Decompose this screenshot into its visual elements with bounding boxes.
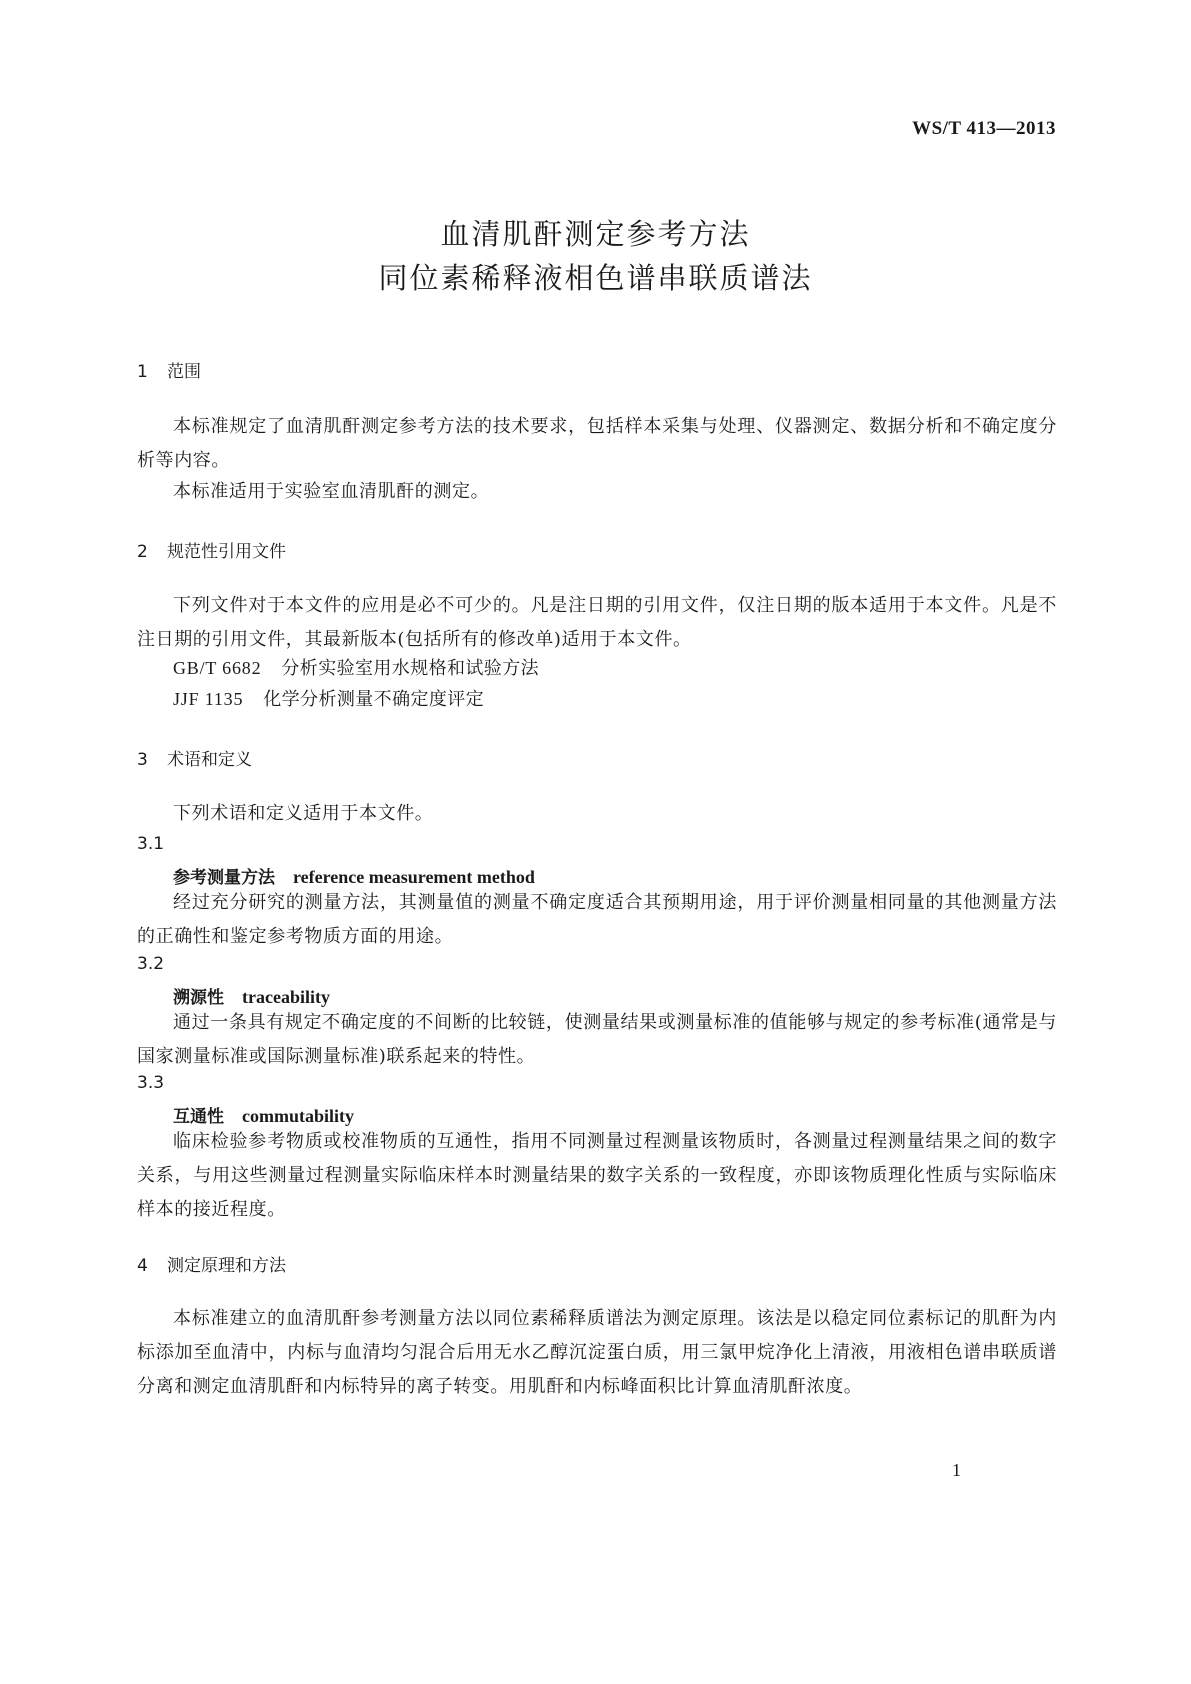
term-en: commutability	[242, 1106, 354, 1126]
section-4-paragraph-1: 本标准建立的血清肌酐参考测量方法以同位素稀释质谱法为测定原理。该法是以稳定同位素标记的肌酐为内标添加至血清中，内标与血清均匀混合后用无水乙醇沉淀蛋白质，用三氯甲烷净化上清液，用液相色谱串联质谱分离和测定血清肌酐和内标特异的离子转变。用肌酐和内标峰面积比计算血清肌酐浓度。	[137, 1308, 1057, 1397]
section-title: 范围	[167, 362, 201, 382]
term-zh: 参考测量方法	[173, 868, 275, 888]
normative-reference	[173, 685, 484, 711]
term-number: 3.2	[137, 954, 165, 974]
section-number: 2	[137, 542, 148, 562]
term-number: 3.1	[137, 834, 165, 854]
term-zh: 互通性	[173, 1107, 224, 1127]
term-definition: 通过一条具有规定不确定度的不间断的比较链，使测量结果或测量标准的值能够与规定的参考标准(通常是与国家测量标准或国际测量标准)联系起来的特性。	[137, 1012, 1057, 1067]
term-heading	[173, 983, 330, 1008]
term-heading	[173, 863, 535, 888]
term-heading	[173, 1102, 354, 1127]
normative-reference	[173, 654, 539, 680]
reference-title: 分析实验室用水规格和试验方法	[281, 658, 539, 679]
section-2-heading	[137, 537, 286, 562]
section-number: 3	[137, 750, 148, 770]
term-en: reference measurement method	[293, 867, 535, 887]
term-definition: 经过充分研究的测量方法，其测量值的测量不确定度适合其预期用途，用于评价测量相同量的其他测量方法的正确性和鉴定参考物质方面的用途。	[137, 892, 1057, 947]
section-1-paragraph-1: 本标准规定了血清肌酐测定参考方法的技术要求，包括样本采集与处理、仪器测定、数据分析和不确定度分析等内容。	[137, 416, 1057, 471]
page-number: 1	[952, 1460, 961, 1480]
term-definition: 临床检验参考物质或校准物质的互通性，指用不同测量过程测量该物质时，各测量过程测量结果之间的数字关系，与用这些测量过程测量实际临床样本时测量结果的数字关系的一致程度，亦即该物质理化性质与实际临床样本的接近程度。	[137, 1131, 1057, 1220]
section-1-paragraph-2: 本标准适用于实验室血清肌酐的测定。	[173, 481, 490, 502]
section-number: 4	[137, 1256, 148, 1276]
section-2-paragraph-1: 下列文件对于本文件的应用是必不可少的。凡是注日期的引用文件，仅注日期的版本适用于本文件。凡是不注日期的引用文件，其最新版本(包括所有的修改单)适用于本文件。	[137, 595, 1057, 650]
term-zh: 溯源性	[173, 988, 224, 1008]
reference-code: GB/T 6682	[173, 658, 262, 678]
section-title: 测定原理和方法	[167, 1256, 286, 1276]
standard-code: WS/T 413—2013	[912, 118, 1056, 139]
section-4-heading	[137, 1251, 286, 1276]
section-1-heading	[137, 357, 201, 382]
document-title-line1: 血清肌酐测定参考方法	[440, 217, 751, 251]
section-3-paragraph-1: 下列术语和定义适用于本文件。	[173, 803, 434, 824]
term-en: traceability	[242, 987, 330, 1007]
section-title: 术语和定义	[167, 750, 252, 770]
reference-code: JJF 1135	[173, 689, 244, 709]
term-number: 3.3	[137, 1073, 165, 1093]
section-number: 1	[137, 362, 148, 382]
reference-title: 化学分析测量不确定度评定	[263, 689, 485, 710]
document-title-line2: 同位素稀释液相色谱串联质谱法	[378, 261, 813, 295]
section-3-heading	[137, 745, 252, 770]
section-title: 规范性引用文件	[167, 542, 286, 562]
